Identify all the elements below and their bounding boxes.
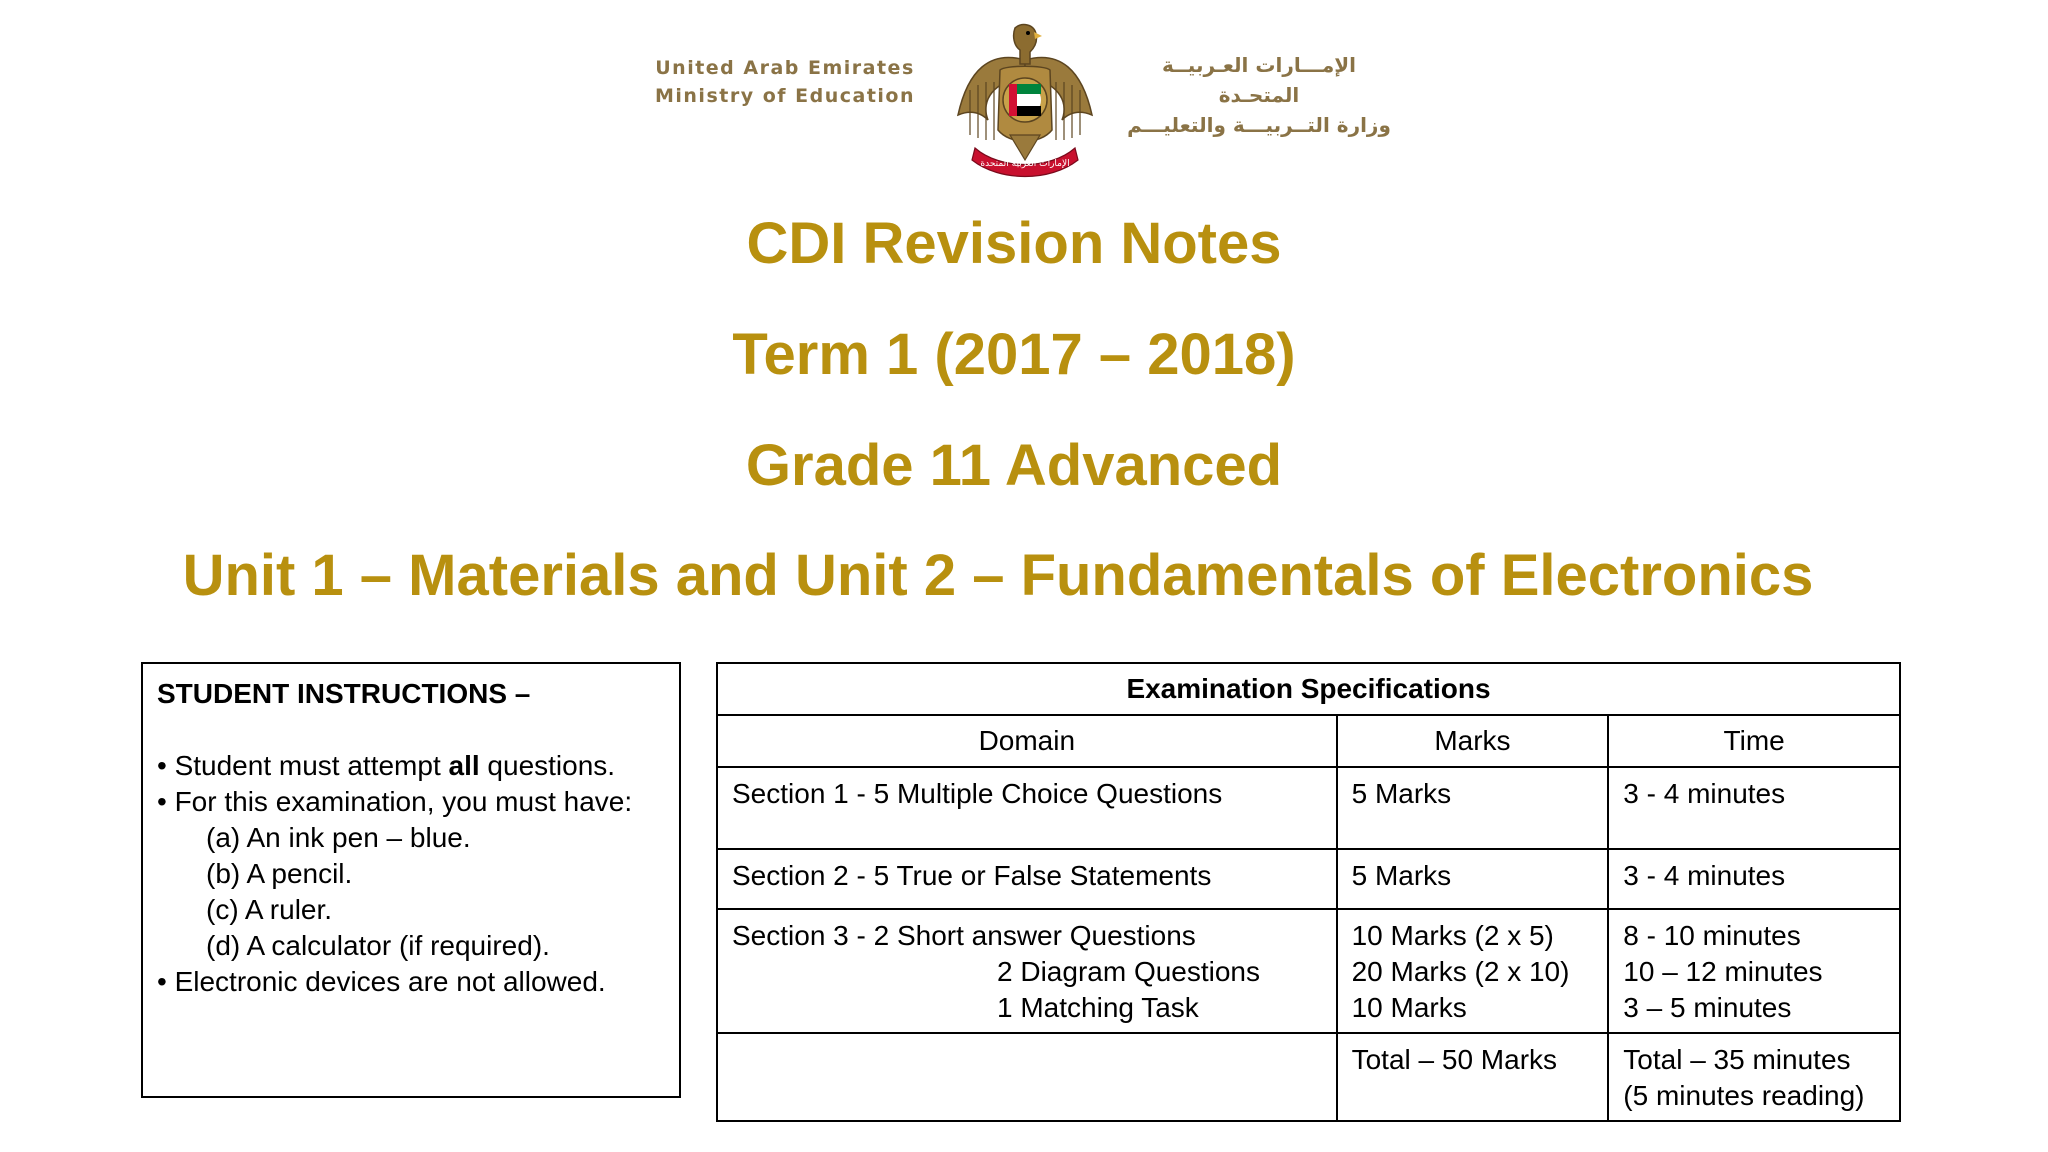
cell-line: Section 1 - 5 Multiple Choice Questions [732,778,1223,809]
instruction-text: • Student must attempt [157,750,449,781]
logo-english-text [650,54,920,110]
cell-marks [1337,1033,1609,1121]
cell-time [1608,849,1900,909]
logo-ar-line2: وزارة التــربيـــة والتعليـــم [1127,113,1391,137]
table-row [717,909,1900,1033]
table-row [717,767,1900,849]
instruction-text: questions. [479,750,616,781]
cell-line: Total – 50 Marks [1351,1044,1558,1075]
logo-ar-line1: الإمـــارات العـربيــة المتحـدة [1162,53,1356,107]
cell-line: Section 3 - 2 Short answer Questions [732,920,1196,951]
cell-line: 10 Marks [1351,992,1467,1023]
title-revision-notes: CDI Revision Notes [746,211,1282,276]
cell-marks [1337,849,1609,909]
student-instructions-box [141,662,681,1098]
table-header-row [717,715,1900,767]
header-domain: Domain [717,715,1337,767]
cell-line: 10 – 12 minutes [1623,956,1823,987]
logo-arabic-text [1124,50,1394,140]
instruction-attempt-all [157,748,665,784]
title-units: Unit 1 – Materials and Unit 2 – Fundamentals of Electronics [182,543,1814,608]
instruction-no-devices: • Electronic devices are not allowed. [157,966,606,997]
cell-line: 3 - 4 minutes [1623,860,1786,891]
cell-line: 5 Marks [1351,778,1452,809]
cell-time [1608,1033,1900,1121]
table-title-row [717,663,1900,715]
cell-line: (5 minutes reading) [1623,1080,1865,1111]
cell-line: 20 Marks (2 x 10) [1351,956,1570,987]
cell-domain [717,1033,1337,1121]
cell-time [1608,767,1900,849]
cell-line: 5 Marks [1351,860,1452,891]
cell-line: 1 Matching Task [997,992,1199,1023]
title-grade: Grade 11 Advanced [745,433,1283,498]
cell-line: 3 – 5 minutes [1623,992,1792,1023]
instructions-heading: STUDENT INSTRUCTIONS – [157,678,531,709]
cell-line: 2 Diagram Questions [997,956,1261,987]
cell-domain [717,849,1337,909]
instruction-emphasis: all [448,750,480,781]
cell-line: 3 - 4 minutes [1623,778,1786,809]
header-time: Time [1608,715,1900,767]
cell-domain [717,767,1337,849]
logo-en-line1: United Arab Emirates [655,57,915,79]
cell-marks [1337,909,1609,1033]
cell-domain [717,909,1337,1033]
instruction-item: (d) A calculator (if required). [206,930,550,961]
uae-falcon-emblem-icon [950,20,1100,180]
cell-line: Section 2 - 5 True or False Statements [732,860,1212,891]
examination-specifications-table [716,662,1901,1122]
header-marks: Marks [1337,715,1609,767]
instruction-item: (b) A pencil. [206,858,353,889]
instruction-item: (a) An ink pen – blue. [206,822,471,853]
logo-en-line2: Ministry of Education [654,85,916,107]
cell-line: 8 - 10 minutes [1623,920,1801,951]
instruction-must-have: • For this examination, you must have: [157,786,633,817]
cell-line: Total – 35 minutes [1623,1044,1851,1075]
table-row-total [717,1033,1900,1121]
title-term: Term 1 (2017 – 2018) [732,322,1296,387]
table-row [717,849,1900,909]
table-title: Examination Specifications [717,663,1900,715]
ministry-logo [650,20,1400,180]
instruction-item: (c) A ruler. [206,894,333,925]
cell-marks [1337,767,1609,849]
cell-time [1608,909,1900,1033]
emblem-ribbon-text: الإمارات العربية المتحدة [980,159,1070,169]
cell-line: 10 Marks (2 x 5) [1351,920,1554,951]
